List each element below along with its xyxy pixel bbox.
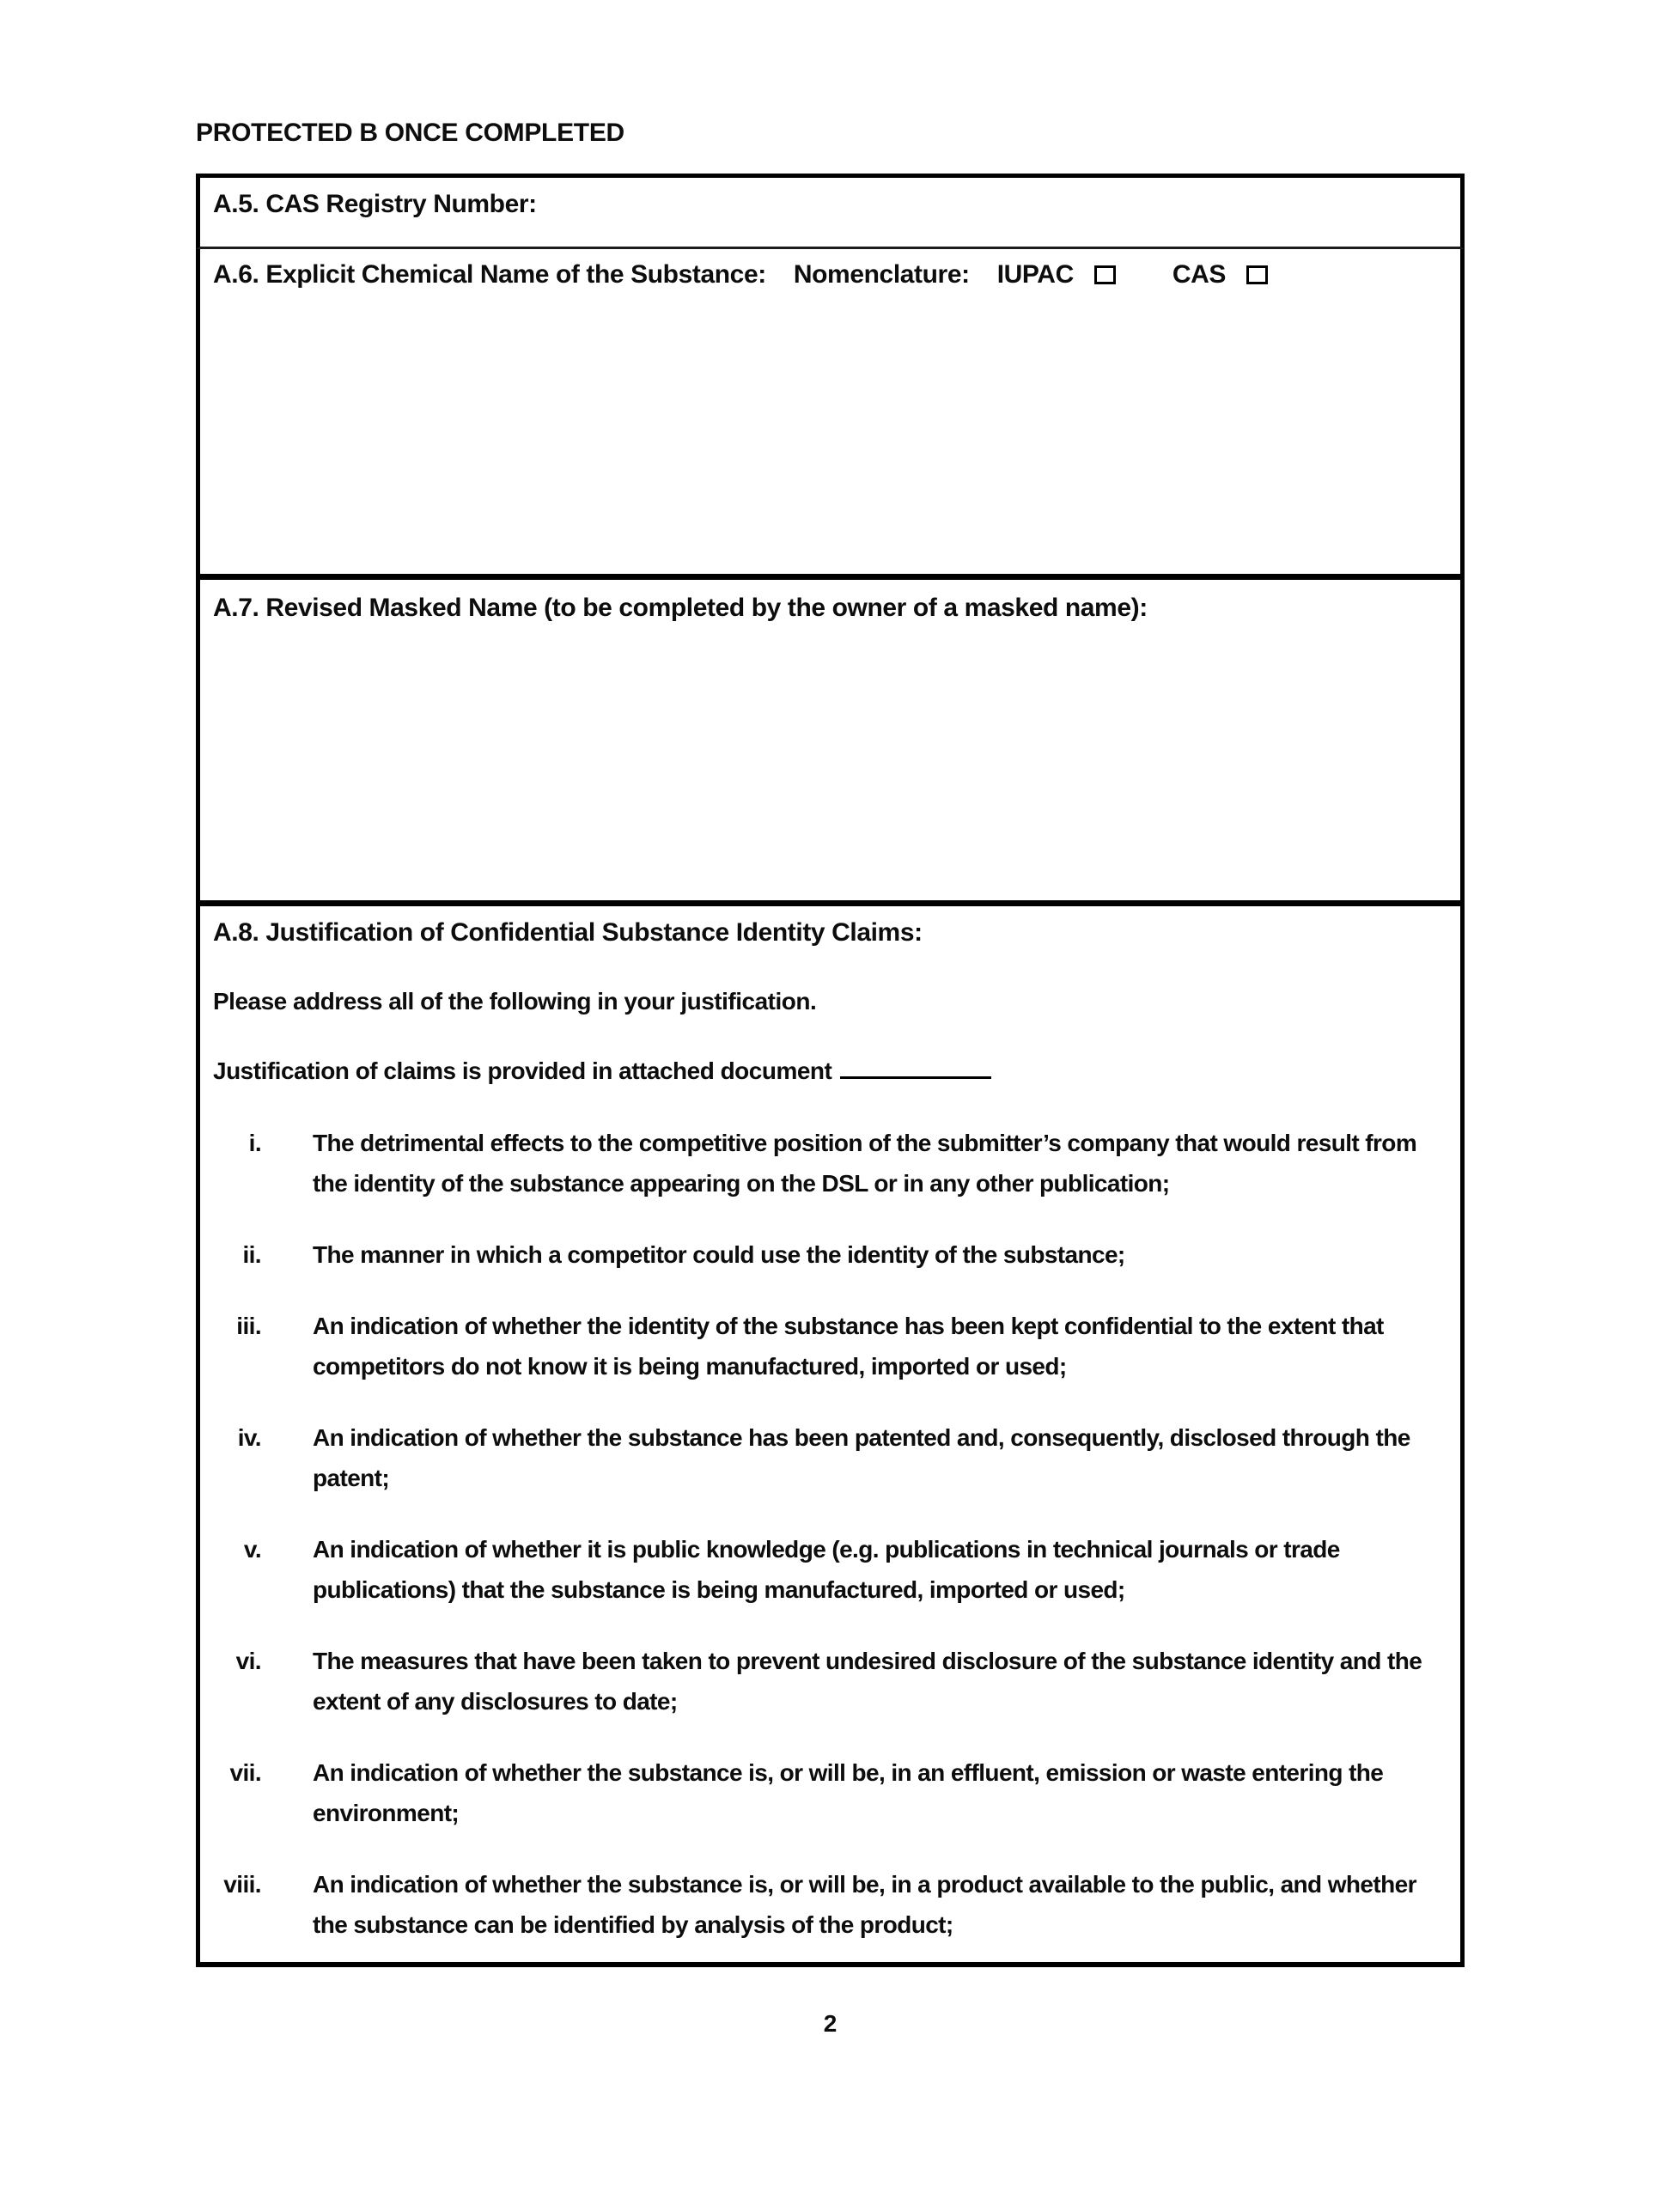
a6-title: A.6. Explicit Chemical Name of the Substance: [213, 260, 766, 289]
attachment-document-blank[interactable] [840, 1056, 991, 1079]
item-text: The manner in which a competitor could use the identity of the substance; [313, 1241, 1125, 1268]
item-text: The detrimental effects to the competitive position of the submitter’s company that would result from the identity of the substance appearing on the DSL or in any other publication; [313, 1130, 1417, 1197]
a8-intro: Please address all of the following in your justification. [213, 988, 817, 1015]
item-text: An indication of whether the substance has been patented and, consequently, disclosed through the patent; [313, 1424, 1410, 1491]
item-text: An indication of whether the substance is, or will be, in a product available to the public, and whether the substance can be identified by analysis of the product; [313, 1871, 1416, 1938]
list-item [213, 1306, 1445, 1386]
a5-title: A.5. CAS Registry Number: [213, 190, 537, 218]
list-item [213, 1752, 1445, 1833]
item-numeral: ii. [242, 1241, 261, 1268]
a6-input-area[interactable] [213, 290, 1445, 548]
a7-title: A.7. Revised Masked Name (to be completed by the owner of a masked name): [213, 594, 1148, 622]
item-text: An indication of whether it is public knowledge (e.g. publications in technical journals or trade publications) that the substance is being manufactured, imported or used; [313, 1536, 1340, 1603]
item-numeral: i. [248, 1130, 261, 1156]
item-numeral: iv. [237, 1424, 261, 1451]
item-numeral: vi. [235, 1648, 261, 1674]
justification-list [213, 1123, 1445, 1945]
section-a6 [196, 249, 1465, 580]
a8-title: A.8. Justification of Confidential Substance Identity Claims: [213, 918, 923, 947]
list-item [213, 1417, 1445, 1498]
list-item [213, 1641, 1445, 1721]
iupac-label: IUPAC [996, 260, 1074, 289]
cas-checkbox[interactable] [1246, 265, 1268, 284]
classification-banner: PROTECTED B ONCE COMPLETED [196, 119, 624, 147]
attachment-line-row [213, 1056, 1445, 1085]
item-numeral: vii. [229, 1759, 261, 1786]
a5-input-area[interactable] [213, 220, 1445, 246]
attachment-line-label: Justification of claims is provided in attached document [213, 1057, 832, 1084]
item-text: An indication of whether the substance is, or will be, in an effluent, emission or waste entering the environment; [313, 1759, 1384, 1826]
form-table [196, 174, 1465, 1967]
list-item [213, 1234, 1445, 1275]
section-a5 [196, 174, 1465, 249]
a6-header-row [213, 259, 1445, 290]
section-a7 [196, 580, 1465, 906]
iupac-checkbox[interactable] [1094, 265, 1116, 284]
item-text: An indication of whether the identity of the substance has been kept confidential to the extent that competitors do not know it is being manufactured, imported or used; [313, 1313, 1384, 1380]
section-a8 [196, 906, 1465, 1967]
item-numeral: iii. [236, 1313, 261, 1339]
nomenclature-label: Nomenclature: [793, 260, 970, 289]
list-item [213, 1864, 1445, 1945]
list-item [213, 1529, 1445, 1610]
page-number: 2 [823, 2010, 838, 2037]
a7-input-area[interactable] [213, 624, 1445, 881]
item-numeral: viii. [223, 1871, 261, 1898]
cas-label: CAS [1172, 260, 1226, 289]
item-text: The measures that have been taken to prevent undesired disclosure of the substance identity and the extent of any disclosures to date; [313, 1648, 1422, 1715]
list-item [213, 1123, 1445, 1203]
item-numeral: v. [243, 1536, 261, 1563]
